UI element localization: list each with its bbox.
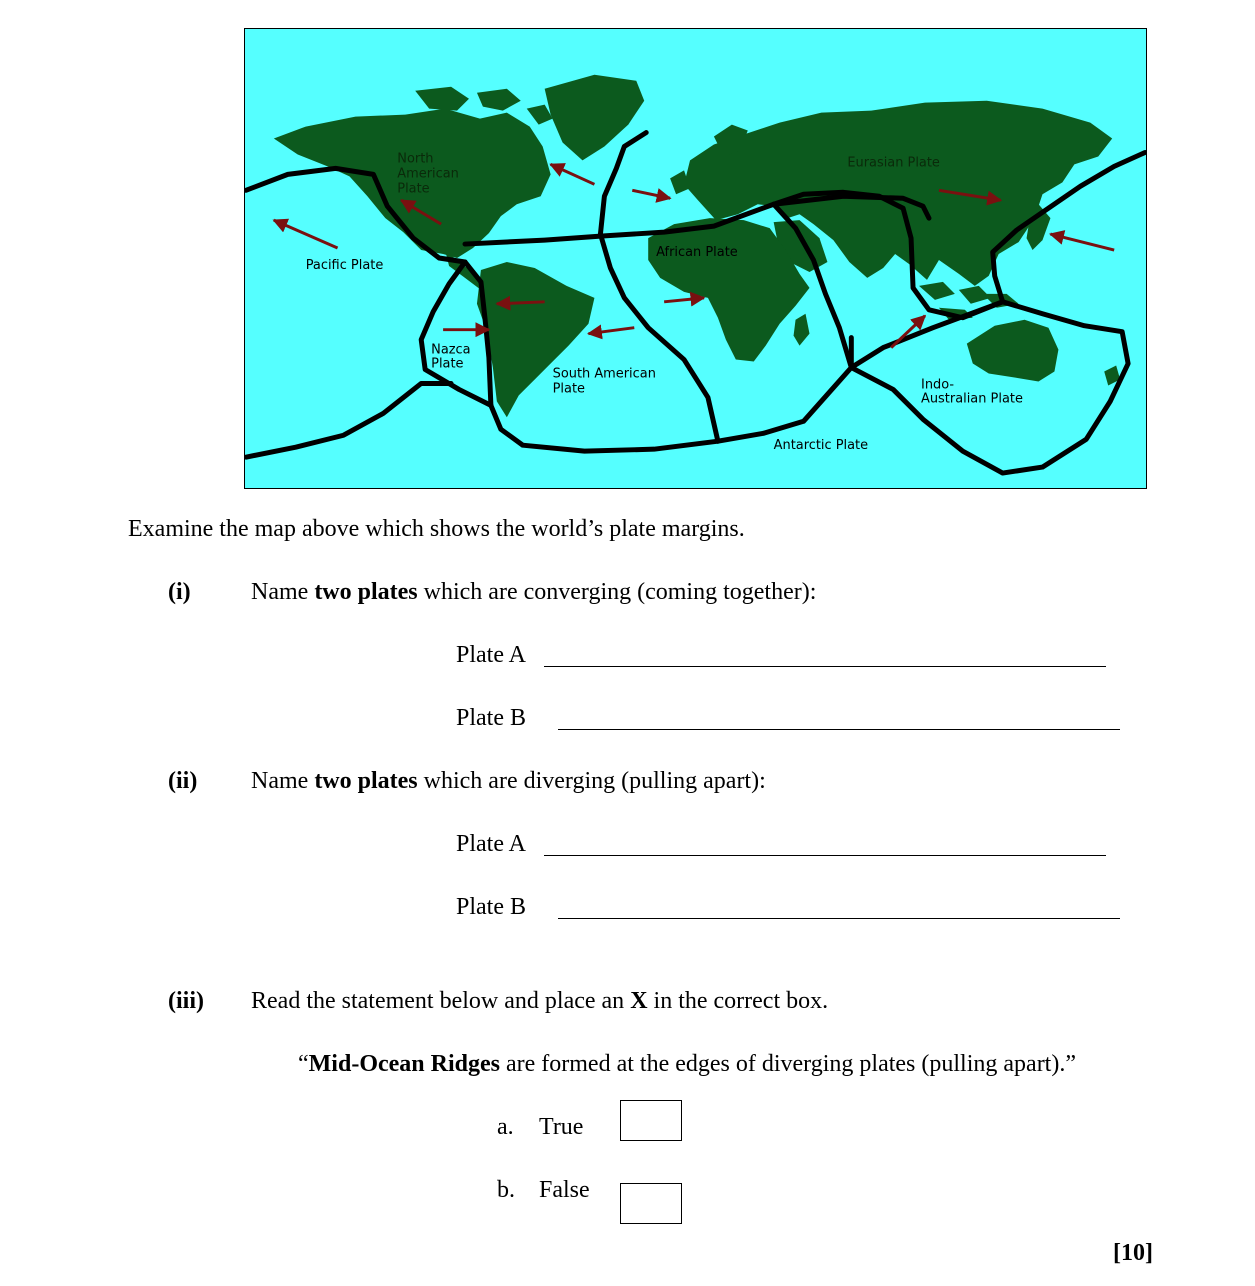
arrow-south-american-west bbox=[497, 302, 545, 304]
boundary-indo-australian bbox=[851, 302, 1128, 473]
q3-statement-open: “ bbox=[298, 1051, 309, 1077]
q3-option-b-letter: b. bbox=[497, 1177, 515, 1203]
label-south-american-2: Plate bbox=[552, 381, 585, 397]
true-checkbox[interactable] bbox=[620, 1100, 682, 1141]
label-eurasian: Eurasian Plate bbox=[847, 155, 940, 171]
plate-map bbox=[244, 28, 1147, 489]
label-indo-australian-2: Australian Plate bbox=[921, 391, 1023, 407]
q3-option-a-letter: a. bbox=[497, 1114, 514, 1140]
q3-statement-rest: are formed at the edges of diverging plates (pulling apart).” bbox=[499, 1051, 1076, 1077]
arrow-eurasian-west bbox=[632, 190, 670, 198]
q2-bold: two plates bbox=[314, 768, 418, 794]
q3-prefix: Read the statement below and place an bbox=[251, 988, 631, 1014]
q3-number: (iii) bbox=[168, 988, 204, 1014]
q2-plate-b-label: Plate B bbox=[456, 894, 526, 920]
q1-plate-b-label: Plate B bbox=[456, 705, 526, 731]
q1-suffix: which are converging (coming together): bbox=[417, 579, 817, 605]
q2-plate-b-answer-line[interactable] bbox=[558, 918, 1120, 919]
boundary-south-america-antarctic bbox=[491, 405, 718, 451]
q3-statement-bold: Mid-Ocean Ridges bbox=[308, 1051, 500, 1077]
q2-number: (ii) bbox=[168, 768, 198, 794]
greenland-landmass bbox=[545, 75, 645, 161]
intro-text: Examine the map above which shows the world’s plate margins. bbox=[128, 516, 745, 542]
q3-statement bbox=[298, 1050, 1076, 1078]
label-indo-australian-1: Indo- bbox=[921, 377, 955, 393]
q1-plate-b-answer-line[interactable] bbox=[558, 729, 1120, 730]
q3-option-b-text: False bbox=[539, 1177, 590, 1203]
q1-prompt bbox=[251, 578, 816, 606]
false-checkbox[interactable] bbox=[620, 1183, 682, 1224]
label-north-american-2: American bbox=[397, 166, 459, 182]
q1-number: (i) bbox=[168, 579, 191, 605]
q3-suffix: in the correct box. bbox=[647, 988, 829, 1014]
label-north-american-1: North bbox=[397, 151, 434, 167]
madagascar-landmass bbox=[794, 314, 810, 346]
arrow-south-american bbox=[588, 328, 634, 334]
q1-plate-a-label: Plate A bbox=[456, 642, 526, 668]
label-pacific: Pacific Plate bbox=[305, 257, 384, 273]
label-african: African Plate bbox=[656, 245, 738, 261]
q3-prompt bbox=[251, 987, 828, 1015]
arrow-pacific-west bbox=[1050, 234, 1114, 250]
q2-suffix: which are diverging (pulling apart): bbox=[417, 768, 766, 794]
label-north-american-3: Plate bbox=[397, 181, 430, 197]
q3-option-a-text: True bbox=[539, 1114, 584, 1140]
q2-prefix: Name bbox=[251, 768, 315, 794]
q3-bold: X bbox=[630, 988, 648, 1014]
q2-plate-a-label: Plate A bbox=[456, 831, 526, 857]
label-nazca-2: Plate bbox=[431, 356, 464, 372]
arrow-north-american-east bbox=[551, 164, 595, 184]
q2-prompt bbox=[251, 767, 766, 795]
q1-prefix: Name bbox=[251, 579, 315, 605]
q1-plate-a-answer-line[interactable] bbox=[544, 666, 1106, 667]
label-antarctic: Antarctic Plate bbox=[773, 438, 869, 454]
plate-map-svg bbox=[245, 29, 1146, 488]
arrow-pacific bbox=[274, 220, 338, 248]
australia-landmass bbox=[967, 320, 1059, 382]
arrow-african bbox=[664, 298, 704, 302]
boundary-pacific-antarctic bbox=[246, 383, 451, 457]
marks-total: [10] bbox=[1113, 1240, 1153, 1266]
label-south-american-1: South American bbox=[552, 366, 656, 382]
q1-bold: two plates bbox=[314, 579, 418, 605]
q2-plate-a-answer-line[interactable] bbox=[544, 855, 1106, 856]
label-nazca-1: Nazca bbox=[431, 342, 471, 358]
